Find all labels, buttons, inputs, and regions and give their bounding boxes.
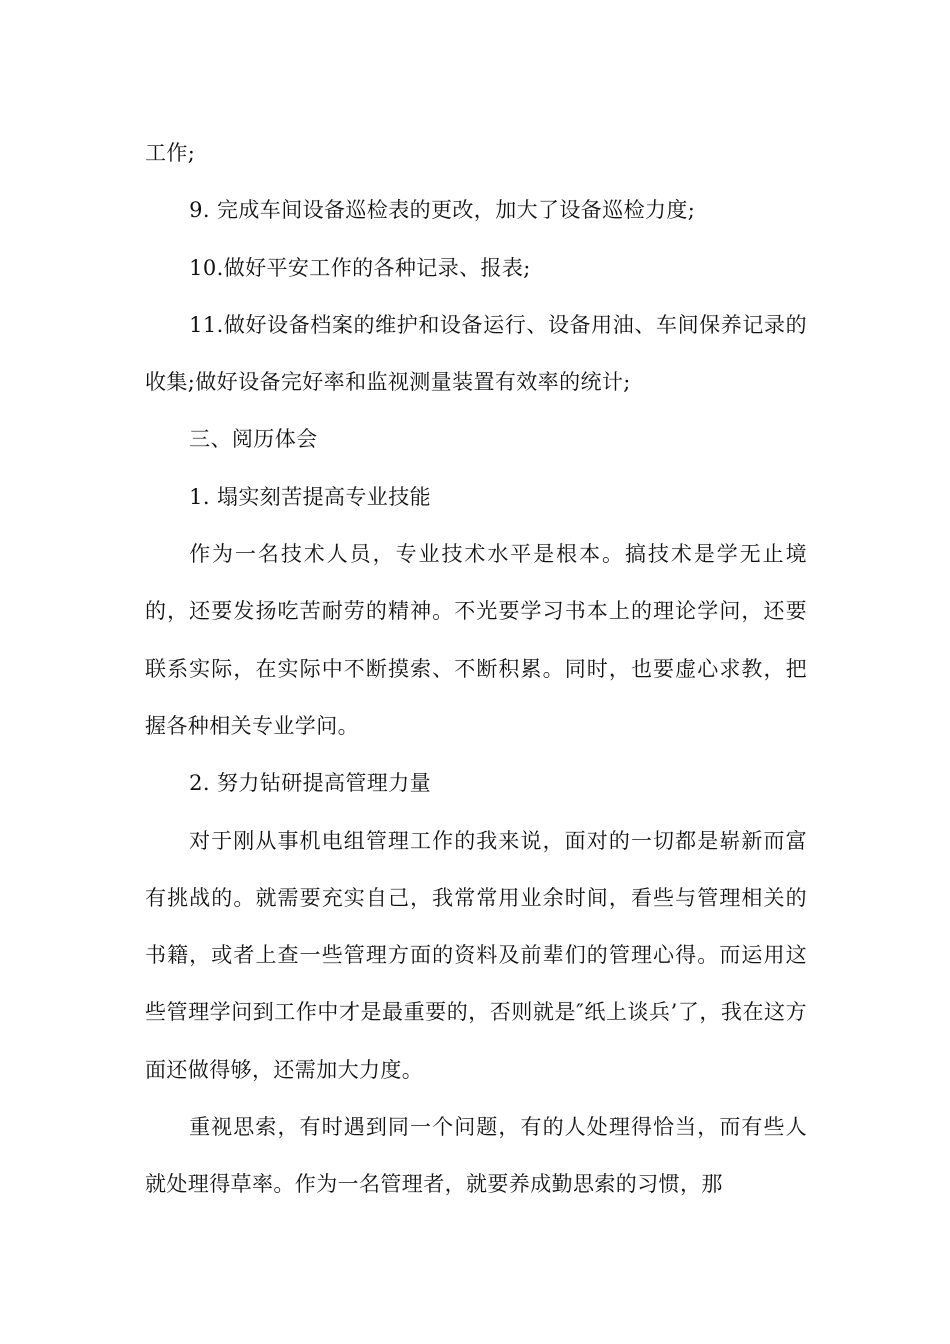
document-body — [145, 125, 807, 1214]
paragraph: 工作; — [145, 141, 196, 165]
subsection-heading: 1. 塌实刻苦提高专业技能 — [189, 484, 432, 509]
paragraph: 11.做好设备档案的维护和设备运行、设备用油、车间保养记录的收集;做好设备完好率和监视测量装置有效率的统计; — [145, 312, 807, 395]
paragraph: 作为一名技术人员，专业技术水平是根本。搞技术是学无止境的，还要发扬吃苦耐劳的精神。不光要学习书本上的理论学问，还要联系实际，在实际中不断摸索、不断积累。同时，也要虚心求教，把握各种相关专业学问。 — [145, 542, 807, 738]
paragraph: 10.做好平安工作的各种记录、报表; — [189, 255, 531, 280]
paragraph: 9. 完成车间设备巡检表的更改，加大了设备巡检力度; — [189, 198, 696, 223]
section-heading: 三、阅历体会 — [189, 427, 318, 452]
paragraph: 对于刚从事机电组管理工作的我来说，面对的一切都是崭新而富有挑战的。就需要充实自己，我常常用业余时间，看些与管理相关的书籍，或者上查一些管理方面的资料及前辈们的管理心得。而运用这些管理学问到工作中才是最重要的，否则就是″纸上谈兵’了，我在这方面还做得够，还需加大力度。 — [145, 828, 807, 1082]
paragraph: 重视思索，有时遇到同一个问题，有的人处理得恰当，而有些人就处理得草率。作为一名管理者，就要养成勤思索的习惯，那 — [145, 1115, 807, 1197]
subsection-heading: 2. 努力钻研提高管理力量 — [189, 771, 432, 796]
